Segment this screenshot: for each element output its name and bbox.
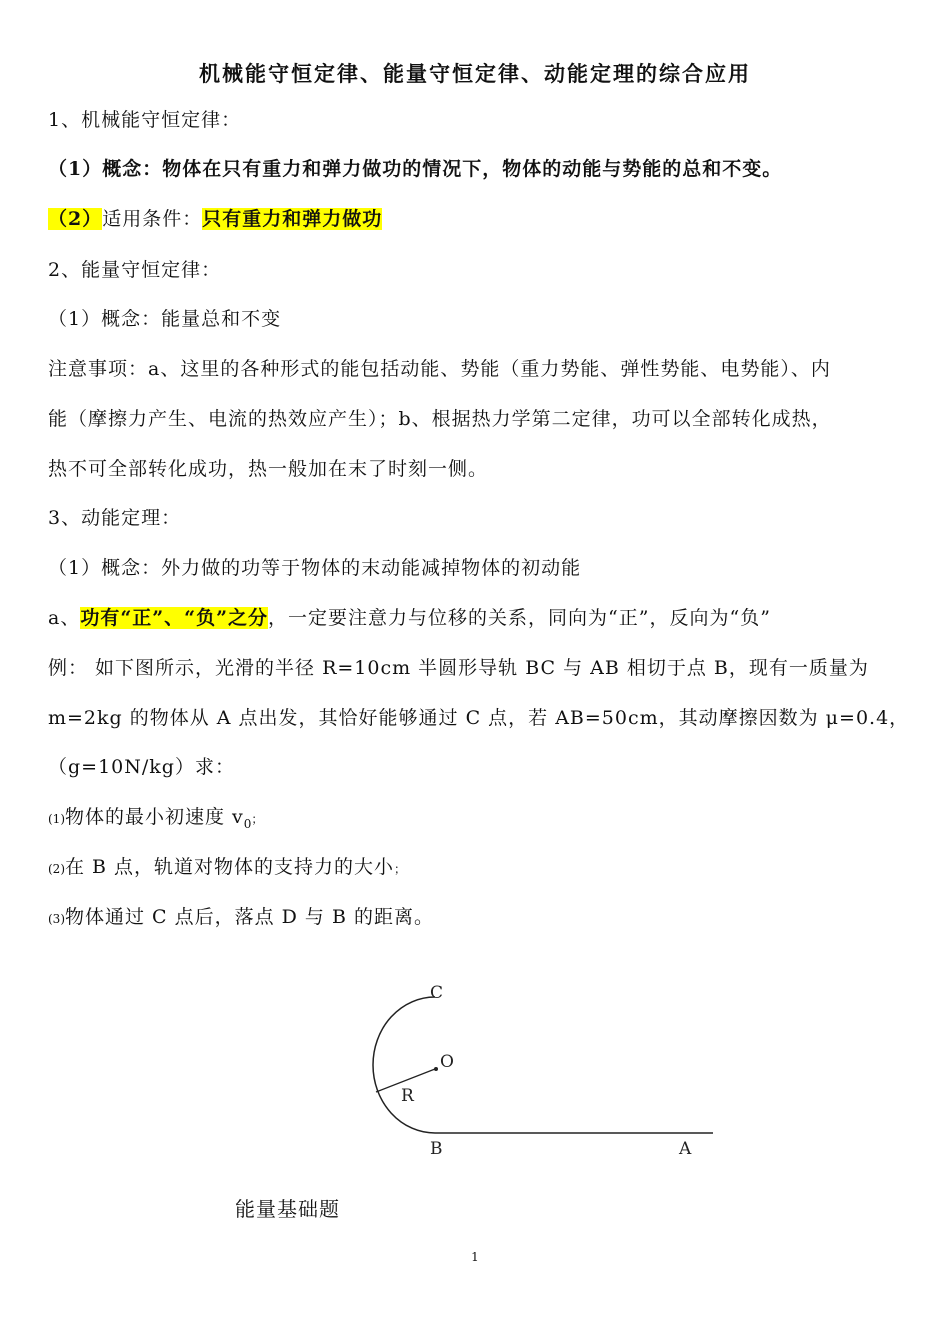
point-a-prefix: a、 xyxy=(48,607,81,629)
track-diagram xyxy=(340,975,740,1165)
question-3 xyxy=(48,905,434,931)
example-line-3: （g=10N/kg）求： xyxy=(48,756,235,778)
condition-value: 只有重力和弹力做功 xyxy=(202,208,383,230)
label-o: O xyxy=(440,1052,454,1072)
section-1-condition xyxy=(48,207,382,231)
question-1-text: 物体的最小初速度 v xyxy=(65,806,244,828)
page-title: 机械能守恒定律、能量守恒定律、动能定理的综合应用 xyxy=(199,61,751,86)
section-2-note-line-1: 注意事项：a、这里的各种形式的能包括动能、势能（重力势能、弹性势能、电势能）、内 xyxy=(48,358,831,380)
label-a: A xyxy=(679,1139,692,1159)
center-point xyxy=(434,1067,438,1071)
section-3-heading: 3、动能定理： xyxy=(48,507,182,529)
question-1-subscript: 0 xyxy=(243,816,252,831)
example-line-2: m=2kg 的物体从 A 点出发，其恰好能够通过 C 点，若 AB=50cm，其动摩擦因数为 μ=0.4， xyxy=(48,707,910,729)
page-number: 1 xyxy=(471,1250,479,1264)
question-2-end: ； xyxy=(394,862,407,876)
question-1-number: (1) xyxy=(48,812,65,826)
section-2-heading: 2、能量守恒定律： xyxy=(48,259,222,281)
semicircle-track xyxy=(373,997,435,1133)
section-2-note-line-2: 能（摩擦力产生、电流的热效应产生）；b、根据热力学第二定律，功可以全部转化成热， xyxy=(48,408,832,430)
condition-prefix: （2） xyxy=(48,208,103,230)
question-3-number: (3) xyxy=(48,912,65,926)
section-3-concept: （1）概念：外力做的功等于物体的末动能减掉物体的初动能 xyxy=(48,557,582,579)
question-2 xyxy=(48,855,406,881)
section-1-heading: 1、机械能守恒定律： xyxy=(48,109,242,131)
condition-label: 适用条件： xyxy=(102,208,203,230)
label-b: B xyxy=(430,1139,443,1159)
question-3-text: 物体通过 C 点后，落点 D 与 B 的距离。 xyxy=(65,906,434,928)
section-2-concept: （1）概念：能量总和不变 xyxy=(48,308,282,330)
question-1 xyxy=(48,805,263,836)
question-1-end: ； xyxy=(251,812,264,826)
label-r: R xyxy=(401,1086,414,1106)
section-3-point-a xyxy=(48,606,771,630)
question-2-number: (2) xyxy=(48,862,65,876)
section-footer-heading: 能量基础题 xyxy=(235,1197,340,1221)
point-a-highlight: 功有“正”、“负”之分 xyxy=(80,607,269,629)
section-1-concept: （1）概念：物体在只有重力和弹力做功的情况下，物体的动能与势能的总和不变。 xyxy=(48,158,783,180)
point-a-rest: ，一定要注意力与位移的关系，同向为“正”，反向为“负” xyxy=(268,607,771,629)
example-line-1: 例： 如下图所示，光滑的半径 R=10cm 半圆形导轨 BC 与 AB 相切于点 B，现有一质量为 xyxy=(48,657,869,679)
question-2-text: 在 B 点，轨道对物体的支持力的大小 xyxy=(65,856,395,878)
section-2-note-line-3: 热不可全部转化成功，热一般加在末了时刻一侧。 xyxy=(48,458,489,480)
label-c: C xyxy=(430,983,444,1003)
